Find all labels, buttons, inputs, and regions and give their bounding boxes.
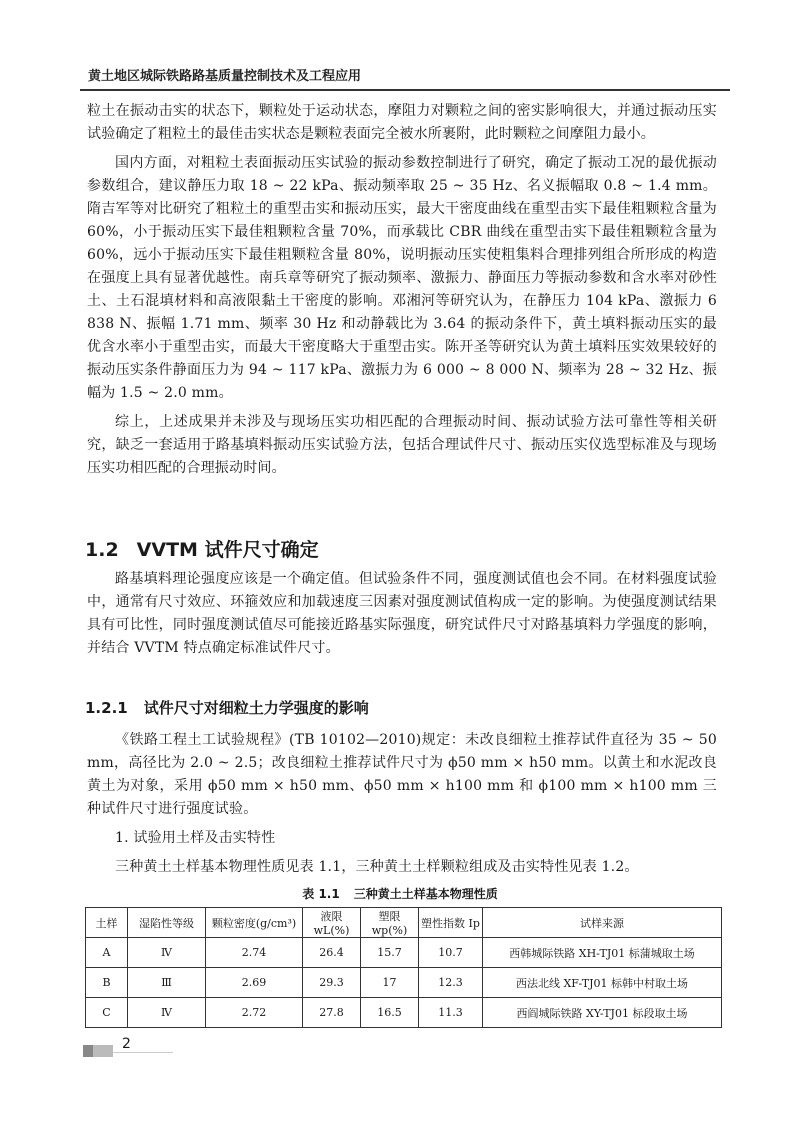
section-number: 1.2.1 [85,699,128,717]
table-cell: 26.4 [303,938,361,968]
page-number: 2 [122,1036,131,1052]
table-cell: 17 [361,968,419,998]
table-caption [0,885,800,902]
section-number: 1.2 [85,539,119,561]
book-title: 黄土地区城际铁路路基质量控制技术及工程应用 [88,69,362,84]
footer-decoration-dark [83,1045,93,1057]
section-title: VVTM 试件尺寸确定 [136,539,319,561]
section-heading-1-2 [85,535,319,562]
table-cell: Ⅳ [128,998,206,1028]
section-1-2-text [87,568,717,666]
table-cell: 16.5 [361,998,419,1028]
column-header: 颗粒密度(g/cm³) [206,908,303,938]
table-cell: C [86,998,128,1028]
table-cell: 15.7 [361,938,419,968]
table-cell: 西阎城际铁路 XY-TJ01 标段取土场 [483,998,722,1028]
table-cell: 2.74 [206,938,303,968]
running-header [80,60,730,90]
table-row [86,938,722,968]
column-header: 塑性指数 Ip [419,908,483,938]
section-heading-1-2-1 [85,697,369,718]
table-cell: 29.3 [303,968,361,998]
table-cell: Ⅳ [128,938,206,968]
column-header: 湿陷性等级 [128,908,206,938]
table-row [86,998,722,1028]
table-title: 三种黄土土样基本物理性质 [353,887,498,901]
table-cell: 2.69 [206,968,303,998]
table-cell: 11.3 [419,998,483,1028]
table-cell: 27.8 [303,998,361,1028]
column-header: 试样来源 [483,908,722,938]
table-cell: B [86,968,128,998]
paragraph: 粒土在振动击实的状态下，颗粒处于运动状态，摩阻力对颗粒之间的密实影响很大，并通过振动压实试验确定了粗粒土的最佳击实状态是颗粒表面完全被水所裹附，此时颗粒之间摩阻力最小。 [87,103,717,142]
table-number: 表 1.1 [302,887,340,901]
soil-properties-table [85,907,722,1028]
table-header-row [86,908,722,938]
header-rule [80,89,730,91]
section-title: 试件尺寸对细粒土力学强度的影响 [143,699,369,717]
paragraph: 《铁路工程土工试验规程》(TB 10102—2010)规定：未改良细粒土推荐试件直径为 35 ~ 50 mm，高径比为 2.0 ~ 2.5；改良细粒土推荐试件尺寸为 ϕ50 mm × h50 mm。以黄土和水泥改良黄土为对象，采用 ϕ50 mm × h50 mm、ϕ50 mm × h100 mm 和 ϕ100 mm × h100 mm 三种试件尺寸进行强度试验。 [87,732,717,817]
table-cell: 西韩城际铁路 XH-TJ01 标蒲城取土场 [483,938,722,968]
section-1-2-1-text [87,729,717,885]
table-cell: 2.72 [206,998,303,1028]
paragraph: 综上，上述成果并未涉及与现场压实功相匹配的合理振动时间、振动试验方法可靠性等相关研究，缺乏一套适用于路基填料振动压实试验方法，包括合理试件尺寸、振动压实仪选型标准及与现场压实功相匹配的合理振动时间。 [87,414,717,476]
table-cell: A [86,938,128,968]
subheading: 1. 试验用土样及击实特性 [115,830,276,846]
table-cell: 西法北线 XF-TJ01 标韩中村取土场 [483,968,722,998]
table-cell: Ⅲ [128,968,206,998]
paragraph: 国内方面，对粗粒土表面振动压实试验的振动参数控制进行了研究，确定了振动工况的最优振动参数组合，建议静压力取 18 ~ 22 kPa、振动频率取 25 ~ 35 Hz、名义振幅取 0.8 ~ 1.4 mm。隋吉军等对比研究了粗粒土的重型击实和振动压实，最大干密度曲线在重型击实下最佳粗颗粒含量为60%，小于振动压实下最佳粗颗粒含量 70%，而承载比 CBR 曲线在重型击实下最佳粗颗粒含量为60%，远小于振动压实下最佳粗颗粒含量 80%，说明振动压实使粗集料合理排列组合所形成的构造在强度上具有显著优越性。南兵章等研究了振动频率、激振力、静面压力等振动参数和含水率对砂性土、土石混填材料和高液限黏土干密度的影响。邓湘河等研究认为，在静压力 104 kPa、激振力 6 838 N、振幅 1.71 mm、频率 30 Hz 和动静载比为 3.64 的振动条件下，黄土填料振动压实的最优含水率小于重型击实，而最大干密度略大于重型击实。陈开圣等研究认为黄土填料压实效果较好的振动压实条件静面压力为 94 ~ 117 kPa、激振力为 6 000 ~ 8 000 N、频率为 28 ~ 32 Hz、振幅为 1.5 ~ 2.0 mm。 [87,155,717,401]
table-row [86,968,722,998]
column-header: 塑限 wp(%) [361,908,419,938]
intro-text-block [87,100,717,486]
table-cell: 12.3 [419,968,483,998]
column-header: 土样 [86,908,128,938]
table-cell: 10.7 [419,938,483,968]
paragraph: 三种黄土土样基本物理性质见表 1.1，三种黄土土样颗粒组成及击实特性见表 1.2。 [115,859,639,875]
column-header: 液限 wL(%) [303,908,361,938]
paragraph: 路基填料理论强度应该是一个确定值。但试验条件不同，强度测试值也会不同。在材料强度试验中，通常有尺寸效应、环箍效应和加载速度三因素对强度测试值构成一定的影响。为使强度测试结果具有可比性，同时强度测试值尽可能接近路基实际强度，研究试件尺寸对路基填料力学强度的影响，并结合 VVTM 特点确定标准试件尺寸。 [87,571,717,656]
footer-rule [113,1052,173,1053]
